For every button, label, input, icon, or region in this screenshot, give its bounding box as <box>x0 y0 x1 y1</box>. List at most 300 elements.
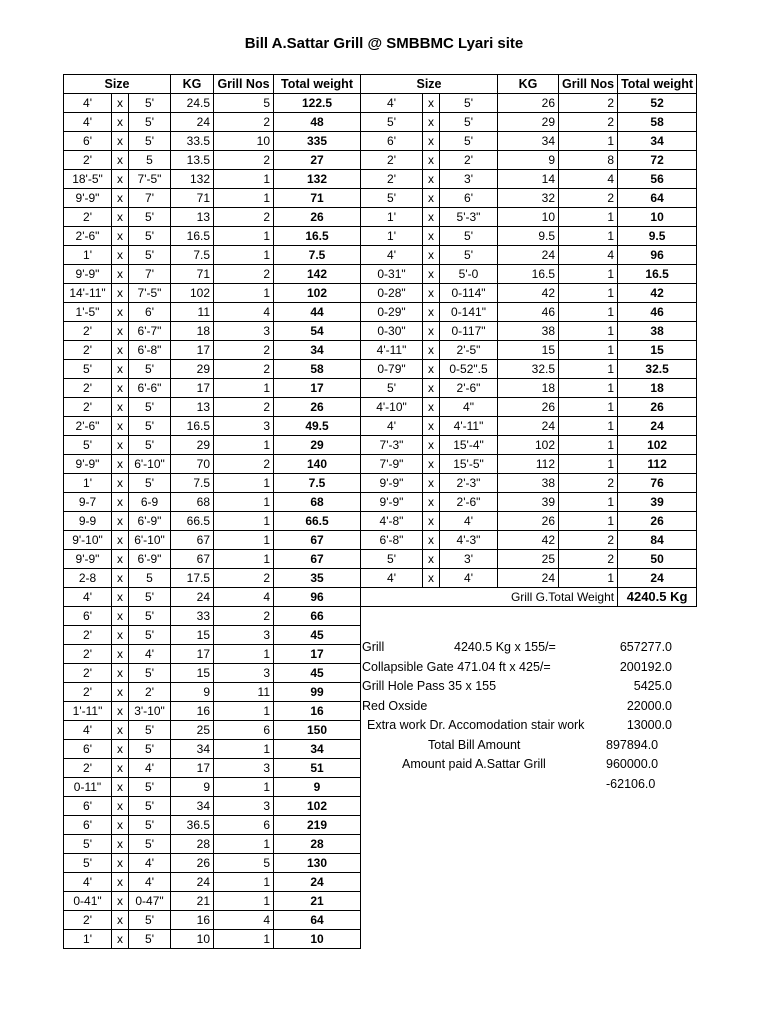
grill-nos-cell: 1 <box>214 740 274 759</box>
grill-nos-cell: 2 <box>214 151 274 170</box>
size-height-cell: 5' <box>440 132 498 151</box>
summary-row-grill <box>362 638 672 658</box>
total-weight-cell: 34 <box>274 740 361 759</box>
kg-cell: 7.5 <box>171 246 214 265</box>
kg-cell: 9 <box>171 683 214 702</box>
grill-nos-cell: 4 <box>214 588 274 607</box>
table-row <box>64 379 361 398</box>
size-height-cell: 5' <box>129 94 171 113</box>
size-width-cell: 9'-9" <box>361 474 423 493</box>
table-row <box>361 189 697 208</box>
size-height-cell: 5' <box>129 227 171 246</box>
kg-cell: 29 <box>498 113 559 132</box>
size-height-cell: 2'-3" <box>440 474 498 493</box>
grill-nos-cell: 4 <box>214 303 274 322</box>
grill-nos-cell: 1 <box>559 265 618 284</box>
header-grill-nos: Grill Nos <box>214 75 274 94</box>
kg-cell: 10 <box>498 208 559 227</box>
grill-nos-cell: 1 <box>214 227 274 246</box>
table-row <box>64 702 361 721</box>
table-row <box>64 550 361 569</box>
size-width-cell: 5' <box>361 113 423 132</box>
grill-nos-cell: 1 <box>214 930 274 949</box>
grill-nos-cell: 1 <box>214 531 274 550</box>
table-row <box>64 227 361 246</box>
size-x-cell: x <box>112 816 129 835</box>
grill-nos-cell: 4 <box>214 911 274 930</box>
table-row <box>64 265 361 284</box>
grill-nos-cell: 8 <box>559 151 618 170</box>
table-row <box>361 284 697 303</box>
size-x-cell: x <box>423 341 440 360</box>
summary-row-paid <box>362 755 672 775</box>
table-row <box>361 265 697 284</box>
size-height-cell: 0-114" <box>440 284 498 303</box>
size-x-cell: x <box>112 626 129 645</box>
table-row <box>64 531 361 550</box>
size-width-cell: 9'-9" <box>64 455 112 474</box>
size-height-cell: 5' <box>129 436 171 455</box>
size-x-cell: x <box>112 208 129 227</box>
size-x-cell: x <box>112 493 129 512</box>
size-height-cell: 6' <box>129 303 171 322</box>
table-row <box>64 132 361 151</box>
table-row <box>361 493 697 512</box>
table-row <box>64 645 361 664</box>
total-weight-cell: 68 <box>274 493 361 512</box>
size-x-cell: x <box>423 246 440 265</box>
page-title: Bill A.Sattar Grill @ SMBBMC Lyari site <box>244 35 524 52</box>
size-width-cell: 4'-8" <box>361 512 423 531</box>
size-height-cell: 5' <box>129 626 171 645</box>
size-height-cell: 6-9 <box>129 493 171 512</box>
size-height-cell: 2'-6" <box>440 379 498 398</box>
total-weight-cell: 45 <box>274 664 361 683</box>
kg-cell: 14 <box>498 170 559 189</box>
extra-label: Extra work Dr. Accomodation stair work <box>367 718 585 732</box>
size-x-cell: x <box>112 797 129 816</box>
total-weight-cell: 51 <box>274 759 361 778</box>
kg-cell: 13 <box>171 208 214 227</box>
size-height-cell: 4' <box>129 854 171 873</box>
table-row <box>361 398 697 417</box>
total-weight-cell: 21 <box>274 892 361 911</box>
size-height-cell: 5' <box>440 246 498 265</box>
table-row <box>64 360 361 379</box>
size-width-cell: 4' <box>361 94 423 113</box>
kg-cell: 24 <box>498 246 559 265</box>
table-row <box>361 246 697 265</box>
size-x-cell: x <box>423 322 440 341</box>
kg-cell: 13 <box>171 398 214 417</box>
grill-nos-cell: 2 <box>214 113 274 132</box>
table-row <box>64 607 361 626</box>
table-row <box>361 550 697 569</box>
size-height-cell: 5' <box>440 227 498 246</box>
total-weight-cell: 42 <box>618 284 697 303</box>
size-height-cell: 5' <box>129 132 171 151</box>
size-width-cell: 9-7 <box>64 493 112 512</box>
oxide-amount: 22000.0 <box>626 698 672 713</box>
size-width-cell: 4' <box>64 721 112 740</box>
size-width-cell: 1' <box>64 474 112 493</box>
total-weight-cell: 142 <box>274 265 361 284</box>
kg-cell: 25 <box>498 550 559 569</box>
table-row <box>361 94 697 113</box>
size-height-cell: 5' <box>129 778 171 797</box>
total-weight-cell: 64 <box>618 189 697 208</box>
size-width-cell: 2' <box>361 151 423 170</box>
kg-cell: 67 <box>171 531 214 550</box>
kg-cell: 68 <box>171 493 214 512</box>
size-x-cell: x <box>423 379 440 398</box>
size-width-cell: 4' <box>361 246 423 265</box>
table-row <box>64 189 361 208</box>
size-x-cell: x <box>112 873 129 892</box>
size-x-cell: x <box>112 379 129 398</box>
size-x-cell: x <box>112 436 129 455</box>
grand-total-label: Grill G.Total Weight <box>361 588 618 607</box>
size-height-cell: 5' <box>129 911 171 930</box>
size-width-cell: 9'-9" <box>64 265 112 284</box>
kg-cell: 24 <box>171 588 214 607</box>
size-height-cell: 0-52".5 <box>440 360 498 379</box>
size-height-cell: 6' <box>440 189 498 208</box>
size-height-cell: 0-141" <box>440 303 498 322</box>
kg-cell: 17 <box>171 645 214 664</box>
total-weight-cell: 16.5 <box>618 265 697 284</box>
kg-cell: 67 <box>171 550 214 569</box>
total-weight-cell: 24 <box>274 873 361 892</box>
grill-nos-cell: 3 <box>214 417 274 436</box>
grill-nos-cell: 1 <box>214 778 274 797</box>
total-weight-cell: 15 <box>618 341 697 360</box>
total-weight-cell: 28 <box>274 835 361 854</box>
size-x-cell: x <box>112 170 129 189</box>
hole-amount: 5425.0 <box>633 679 672 693</box>
grill-nos-cell: 3 <box>214 626 274 645</box>
table-row <box>64 683 361 702</box>
size-x-cell: x <box>112 531 129 550</box>
total-weight-cell: 18 <box>618 379 697 398</box>
kg-cell: 71 <box>171 265 214 284</box>
paid-label: Amount paid A.Sattar Grill <box>402 757 546 771</box>
size-height-cell: 3' <box>440 550 498 569</box>
size-x-cell: x <box>112 740 129 759</box>
size-width-cell: 1' <box>361 227 423 246</box>
grill-nos-cell: 1 <box>214 645 274 664</box>
grill-nos-cell: 1 <box>214 436 274 455</box>
grill-nos-cell: 1 <box>214 512 274 531</box>
size-x-cell: x <box>423 151 440 170</box>
kg-cell: 34 <box>171 797 214 816</box>
kg-cell: 70 <box>171 455 214 474</box>
total-weight-cell: 9 <box>274 778 361 797</box>
table-row <box>64 911 361 930</box>
kg-cell: 33.5 <box>171 132 214 151</box>
grill-nos-cell: 1 <box>214 474 274 493</box>
total-weight-cell: 58 <box>618 113 697 132</box>
kg-cell: 16 <box>171 702 214 721</box>
grill-nos-cell: 3 <box>214 797 274 816</box>
size-x-cell: x <box>112 455 129 474</box>
kg-cell: 34 <box>498 132 559 151</box>
size-width-cell: 2' <box>64 645 112 664</box>
size-height-cell: 2'-6" <box>440 493 498 512</box>
size-height-cell: 5' <box>129 208 171 227</box>
grill-nos-cell: 1 <box>559 284 618 303</box>
size-x-cell: x <box>423 132 440 151</box>
size-width-cell: 0-11" <box>64 778 112 797</box>
size-x-cell: x <box>423 455 440 474</box>
size-height-cell: 5' <box>129 246 171 265</box>
kg-cell: 102 <box>498 436 559 455</box>
table-row <box>64 246 361 265</box>
total-weight-cell: 49.5 <box>274 417 361 436</box>
size-x-cell: x <box>423 550 440 569</box>
grill-nos-cell: 3 <box>214 759 274 778</box>
gate-amount: 200192.0 <box>619 659 672 674</box>
size-height-cell: 4" <box>440 398 498 417</box>
size-x-cell: x <box>423 531 440 550</box>
summary-row-balance <box>362 775 672 795</box>
size-height-cell: 0-47" <box>129 892 171 911</box>
size-x-cell: x <box>423 474 440 493</box>
size-x-cell: x <box>112 588 129 607</box>
size-x-cell: x <box>423 417 440 436</box>
total-weight-cell: 102 <box>274 284 361 303</box>
grill-nos-cell: 1 <box>559 360 618 379</box>
total-weight-cell: 130 <box>274 854 361 873</box>
table-row <box>64 455 361 474</box>
size-height-cell: 6'-6" <box>129 379 171 398</box>
size-height-cell: 5' <box>129 398 171 417</box>
size-width-cell: 5' <box>64 436 112 455</box>
table-row <box>361 455 697 474</box>
size-width-cell: 0-41" <box>64 892 112 911</box>
grill-nos-cell: 2 <box>214 360 274 379</box>
size-x-cell: x <box>423 113 440 132</box>
size-width-cell: 1'-11" <box>64 702 112 721</box>
total-weight-cell: 34 <box>274 341 361 360</box>
size-x-cell: x <box>112 94 129 113</box>
total-weight-cell: 150 <box>274 721 361 740</box>
size-width-cell: 6'-8" <box>361 531 423 550</box>
size-width-cell: 2' <box>361 170 423 189</box>
total-weight-cell: 16.5 <box>274 227 361 246</box>
size-width-cell: 4' <box>64 94 112 113</box>
kg-cell: 24.5 <box>171 94 214 113</box>
size-height-cell: 5' <box>129 797 171 816</box>
grill-nos-cell: 1 <box>559 208 618 227</box>
size-width-cell: 0-29" <box>361 303 423 322</box>
size-width-cell: 1' <box>64 930 112 949</box>
right-weight-table <box>360 74 697 607</box>
size-width-cell: 6' <box>64 797 112 816</box>
size-x-cell: x <box>112 645 129 664</box>
size-height-cell: 2'-5" <box>440 341 498 360</box>
size-width-cell: 2' <box>64 911 112 930</box>
size-height-cell: 4' <box>129 645 171 664</box>
grill-nos-cell: 3 <box>214 322 274 341</box>
size-width-cell: 2' <box>64 398 112 417</box>
header-kg: KG <box>498 75 559 94</box>
total-weight-cell: 34 <box>618 132 697 151</box>
size-x-cell: x <box>423 512 440 531</box>
grill-nos-cell: 2 <box>214 398 274 417</box>
kg-cell: 9 <box>498 151 559 170</box>
table-row <box>361 208 697 227</box>
grill-nos-cell: 2 <box>214 208 274 227</box>
kg-cell: 38 <box>498 474 559 493</box>
size-width-cell: 9'-9" <box>64 550 112 569</box>
grill-nos-cell: 1 <box>559 398 618 417</box>
size-x-cell: x <box>112 474 129 493</box>
size-x-cell: x <box>423 360 440 379</box>
table-row <box>64 930 361 949</box>
total-amount: 897894.0 <box>606 737 659 752</box>
grill-nos-cell: 1 <box>559 322 618 341</box>
kg-cell: 26 <box>498 94 559 113</box>
size-x-cell: x <box>112 284 129 303</box>
size-height-cell: 0-117" <box>440 322 498 341</box>
summary-row-extra <box>362 716 672 736</box>
table-row <box>64 569 361 588</box>
kg-cell: 11 <box>171 303 214 322</box>
balance-amount: -62106.0 <box>606 776 656 791</box>
size-x-cell: x <box>423 189 440 208</box>
grill-nos-cell: 1 <box>214 379 274 398</box>
total-weight-cell: 7.5 <box>274 474 361 493</box>
table-row <box>361 436 697 455</box>
kg-cell: 38 <box>498 322 559 341</box>
total-weight-cell: 39 <box>618 493 697 512</box>
table-row <box>361 569 697 588</box>
grill-nos-cell: 2 <box>559 113 618 132</box>
kg-cell: 26 <box>498 512 559 531</box>
grill-nos-cell: 2 <box>559 189 618 208</box>
grill-nos-cell: 1 <box>559 227 618 246</box>
size-width-cell: 2' <box>64 664 112 683</box>
size-height-cell: 7'-5" <box>129 170 171 189</box>
grill-nos-cell: 2 <box>214 265 274 284</box>
table-row <box>64 151 361 170</box>
kg-cell: 33 <box>171 607 214 626</box>
size-height-cell: 6'-10" <box>129 531 171 550</box>
table-row <box>64 854 361 873</box>
grill-nos-cell: 1 <box>214 702 274 721</box>
size-width-cell: 0-30" <box>361 322 423 341</box>
kg-cell: 10 <box>171 930 214 949</box>
size-x-cell: x <box>112 569 129 588</box>
size-x-cell: x <box>423 94 440 113</box>
size-height-cell: 5' <box>129 417 171 436</box>
kg-cell: 13.5 <box>171 151 214 170</box>
size-x-cell: x <box>112 854 129 873</box>
table-row <box>361 360 697 379</box>
kg-cell: 24 <box>171 873 214 892</box>
kg-cell: 39 <box>498 493 559 512</box>
total-weight-cell: 132 <box>274 170 361 189</box>
grill-nos-cell: 1 <box>559 512 618 531</box>
size-width-cell: 2' <box>64 151 112 170</box>
size-height-cell: 2' <box>129 683 171 702</box>
size-width-cell: 2-8 <box>64 569 112 588</box>
table-row <box>64 493 361 512</box>
kg-cell: 36.5 <box>171 816 214 835</box>
size-height-cell: 7' <box>129 265 171 284</box>
size-width-cell: 2'-6" <box>64 417 112 436</box>
grill-nos-cell: 2 <box>559 550 618 569</box>
table-row <box>64 797 361 816</box>
kg-cell: 29 <box>171 436 214 455</box>
total-weight-cell: 44 <box>274 303 361 322</box>
size-width-cell: 2' <box>64 341 112 360</box>
kg-cell: 21 <box>171 892 214 911</box>
summary-row-gate <box>362 658 672 678</box>
table-row <box>64 721 361 740</box>
table-row <box>64 626 361 645</box>
header-grill-nos: Grill Nos <box>559 75 618 94</box>
total-weight-cell: 76 <box>618 474 697 493</box>
size-x-cell: x <box>112 132 129 151</box>
total-weight-cell: 67 <box>274 531 361 550</box>
size-x-cell: x <box>112 892 129 911</box>
size-width-cell: 6' <box>361 132 423 151</box>
size-height-cell: 5' <box>129 113 171 132</box>
size-x-cell: x <box>112 398 129 417</box>
total-weight-cell: 219 <box>274 816 361 835</box>
size-width-cell: 6' <box>64 740 112 759</box>
table-row <box>64 94 361 113</box>
grill-nos-cell: 1 <box>214 873 274 892</box>
grill-nos-cell: 4 <box>559 170 618 189</box>
total-weight-cell: 10 <box>618 208 697 227</box>
total-weight-cell: 112 <box>618 455 697 474</box>
size-height-cell: 5' <box>440 113 498 132</box>
size-x-cell: x <box>112 930 129 949</box>
size-height-cell: 5' <box>129 664 171 683</box>
total-weight-cell: 64 <box>274 911 361 930</box>
size-x-cell: x <box>423 303 440 322</box>
size-height-cell: 4' <box>440 512 498 531</box>
size-height-cell: 4'-11" <box>440 417 498 436</box>
kg-cell: 42 <box>498 531 559 550</box>
total-weight-cell: 24 <box>618 569 697 588</box>
total-weight-cell: 38 <box>618 322 697 341</box>
table-row <box>361 322 697 341</box>
size-height-cell: 6'-9" <box>129 550 171 569</box>
size-height-cell: 5' <box>129 740 171 759</box>
size-height-cell: 5' <box>129 816 171 835</box>
kg-cell: 42 <box>498 284 559 303</box>
grill-nos-cell: 11 <box>214 683 274 702</box>
summary-row-hole <box>362 677 672 697</box>
table-row <box>64 284 361 303</box>
size-height-cell: 4' <box>129 759 171 778</box>
kg-cell: 7.5 <box>171 474 214 493</box>
size-height-cell: 15'-5" <box>440 455 498 474</box>
table-row <box>361 227 697 246</box>
table-row <box>64 417 361 436</box>
table-row <box>64 892 361 911</box>
kg-cell: 15 <box>171 664 214 683</box>
size-height-cell: 5' <box>129 588 171 607</box>
total-weight-cell: 99 <box>274 683 361 702</box>
total-weight-cell: 96 <box>274 588 361 607</box>
size-x-cell: x <box>112 607 129 626</box>
total-weight-cell: 32.5 <box>618 360 697 379</box>
